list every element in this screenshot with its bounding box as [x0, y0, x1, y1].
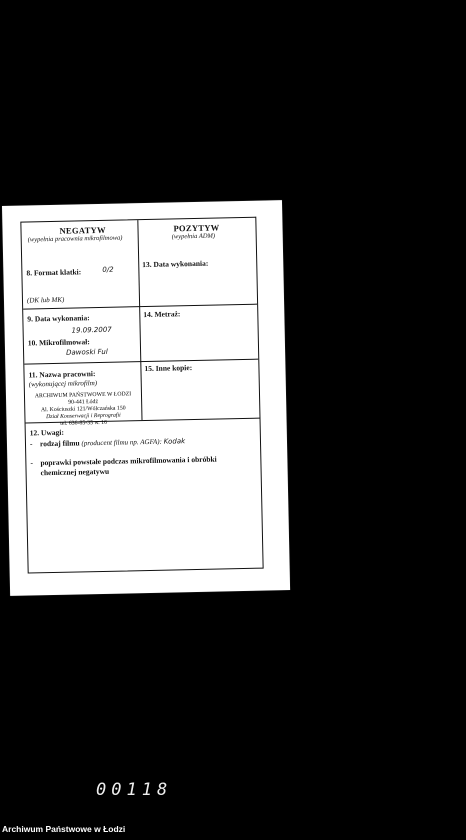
archive-footer-label: Archiwum Państwowe w Łodzi	[2, 824, 126, 834]
inne-kopie-label: 15. Inne kopie:	[144, 363, 193, 374]
nazwa-pracowni-label: 11. Nazwa pracowni:	[28, 369, 96, 380]
negatyw-title: NEGATYW	[59, 224, 106, 236]
data-wykonania-13: 13. Data wykonania:	[142, 258, 209, 270]
dk-mk-note: (DK lub MK)	[26, 295, 65, 305]
pozytyw-title: POZYTYW	[173, 222, 220, 234]
frame-number: 00118	[96, 780, 173, 800]
negatyw-note: (wypełnia pracownia mikrofilmowa)	[27, 234, 123, 244]
bullet-dash: -	[29, 439, 33, 449]
stamp-line: ARCHIWUM PAŃSTWOWE W ŁODZI	[34, 391, 132, 400]
stamp-line: Dział Konserwacji i Reprografii	[46, 412, 121, 421]
data-wykonania-9-value: 19.09.2007	[71, 325, 112, 335]
stamp-line: Al. Kościuszki 121/Wólczańska 150	[40, 405, 126, 414]
poprawki-line1: poprawki powstałe podczas mikrofilmowania i obróbki	[40, 454, 217, 468]
pozytyw-note: (wypełnia ADM)	[171, 232, 216, 241]
form-grid	[20, 217, 263, 574]
stamp-line: 90-441 Łódź	[68, 399, 99, 406]
bullet-rodzaj-filmu	[40, 436, 185, 448]
archive-stamp	[29, 391, 138, 428]
format-label: 8. Format klatki:	[26, 267, 82, 278]
mikrofilmowal-signature: Dawoski Ful	[66, 347, 108, 357]
column-divider	[137, 220, 142, 420]
metraz-label: 14. Metraż:	[143, 309, 181, 320]
format-value: 0/2	[102, 265, 114, 274]
mikrofilmowal-label: 10. Mikrofilmował:	[27, 337, 90, 348]
nazwa-pracowni-note: (wykonującej mikrofilm)	[28, 379, 98, 389]
rodzaj-filmu-note: (producent filmu np. AGFA):	[81, 437, 162, 448]
poprawki-line2: chemicznej negatywu	[40, 466, 110, 478]
rodzaj-filmu-label: rodzaj filmu	[39, 438, 80, 449]
rodzaj-filmu-value: Kodak	[163, 437, 186, 446]
uwagi-label: 12. Uwagi:	[29, 427, 65, 438]
microfilm-form-card	[2, 200, 290, 596]
data-wykonania-9: 9. Data wykonania:	[27, 313, 90, 324]
bullet-dash: -	[30, 458, 33, 468]
stamp-line: tel. 636-85-35 w. 16	[60, 419, 108, 427]
